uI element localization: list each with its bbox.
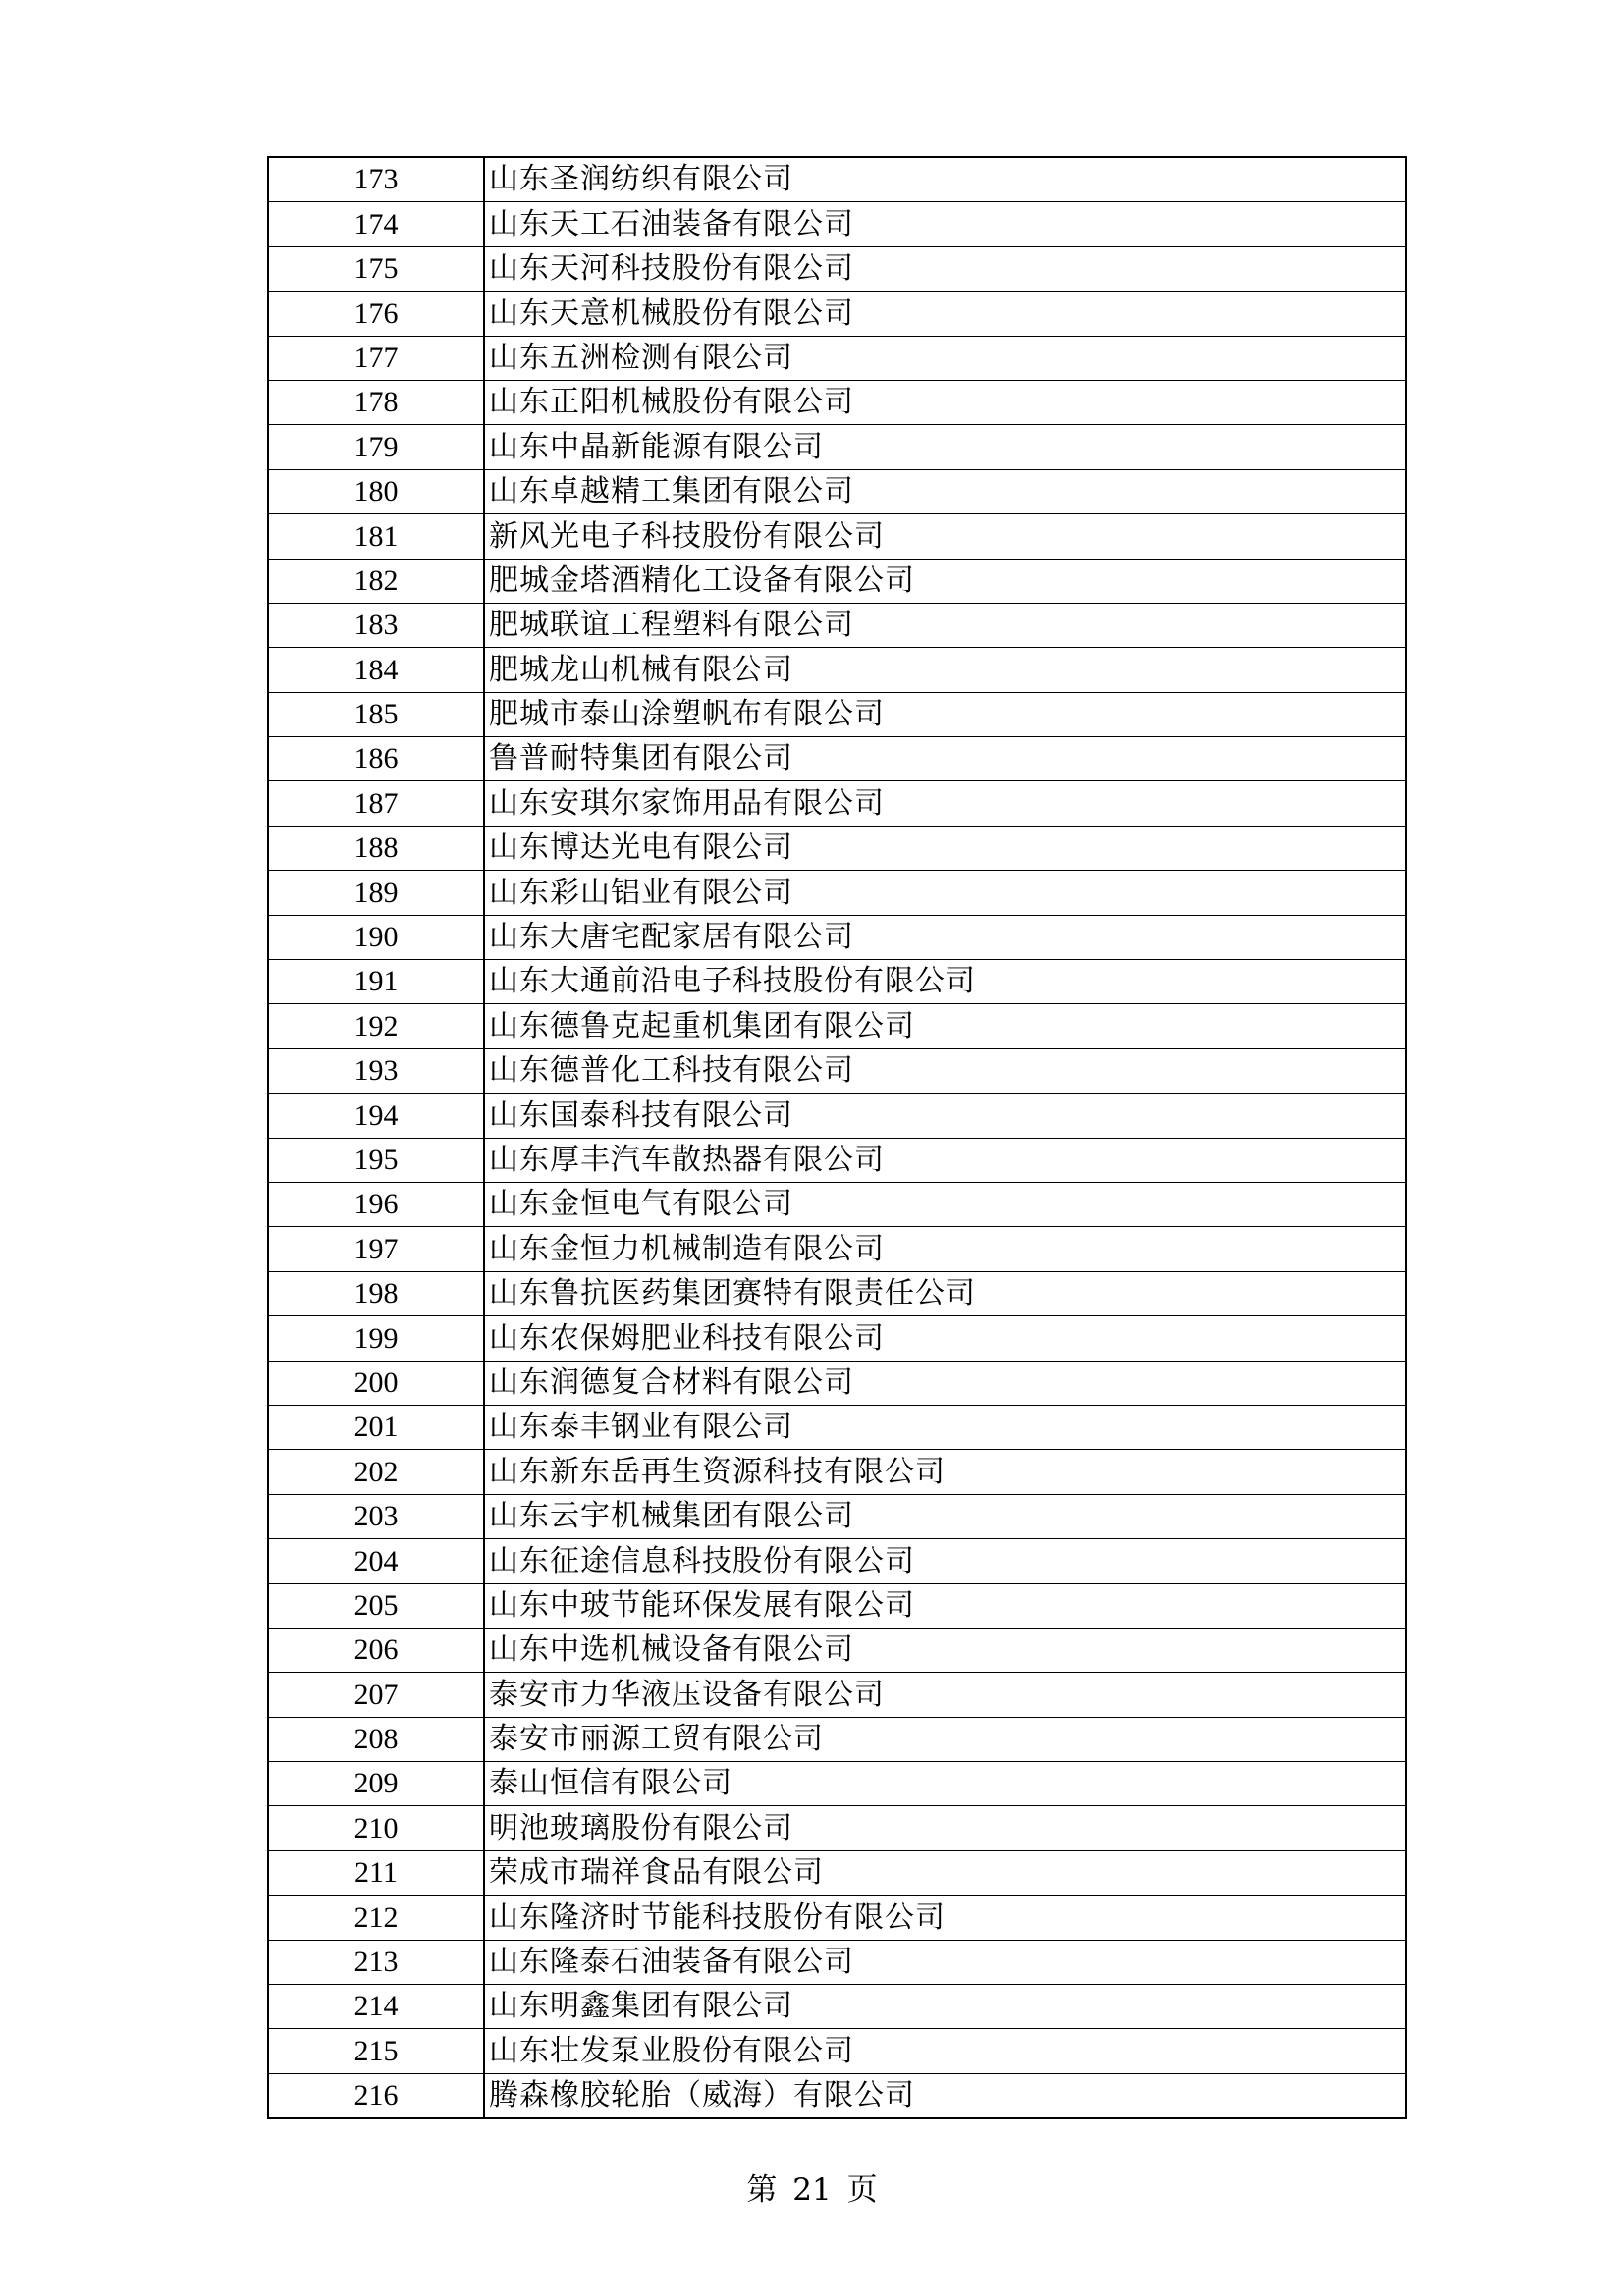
table-row xyxy=(268,292,1406,336)
row-number: 175 xyxy=(268,246,484,291)
table-row xyxy=(268,1850,1406,1895)
table-row xyxy=(268,1539,1406,1583)
company-name: 山东隆济时节能科技股份有限公司 xyxy=(484,1896,1406,1940)
company-name: 肥城金塔酒精化工设备有限公司 xyxy=(484,559,1406,603)
table-row xyxy=(268,425,1406,469)
row-number: 208 xyxy=(268,1717,484,1761)
row-number: 196 xyxy=(268,1182,484,1226)
row-number: 202 xyxy=(268,1450,484,1494)
table-row xyxy=(268,871,1406,915)
table-row xyxy=(268,781,1406,826)
company-list-table xyxy=(267,156,1407,2119)
company-name: 泰安市丽源工贸有限公司 xyxy=(484,1717,1406,1761)
row-number: 209 xyxy=(268,1762,484,1806)
company-name: 山东圣润纺织有限公司 xyxy=(484,157,1406,202)
row-number: 216 xyxy=(268,2073,484,2118)
row-number: 186 xyxy=(268,737,484,781)
row-number: 189 xyxy=(268,871,484,915)
company-name: 荣成市瑞祥食品有限公司 xyxy=(484,1850,1406,1895)
row-number: 197 xyxy=(268,1227,484,1271)
table-row xyxy=(268,1673,1406,1717)
company-name: 山东天意机械股份有限公司 xyxy=(484,292,1406,336)
table-row xyxy=(268,1138,1406,1182)
row-number: 212 xyxy=(268,1896,484,1940)
row-number: 201 xyxy=(268,1405,484,1449)
company-name: 山东德鲁克起重机集团有限公司 xyxy=(484,1004,1406,1048)
company-name: 腾森橡胶轮胎（威海）有限公司 xyxy=(484,2073,1406,2118)
table-row xyxy=(268,1094,1406,1138)
row-number: 193 xyxy=(268,1048,484,1093)
row-number: 195 xyxy=(268,1138,484,1182)
table-row xyxy=(268,469,1406,513)
company-name: 山东彩山铝业有限公司 xyxy=(484,871,1406,915)
table-row xyxy=(268,737,1406,781)
company-name: 山东隆泰石油装备有限公司 xyxy=(484,1940,1406,1984)
row-number: 190 xyxy=(268,915,484,959)
row-number: 204 xyxy=(268,1539,484,1583)
table-row xyxy=(268,1182,1406,1226)
table-row xyxy=(268,603,1406,647)
table-row xyxy=(268,246,1406,291)
company-name: 山东壮发泵业股份有限公司 xyxy=(484,2029,1406,2073)
table-row xyxy=(268,514,1406,559)
row-number: 178 xyxy=(268,380,484,424)
table-row xyxy=(268,380,1406,424)
company-name: 山东泰丰钢业有限公司 xyxy=(484,1405,1406,1449)
table-row xyxy=(268,559,1406,603)
row-number: 185 xyxy=(268,692,484,736)
company-name: 肥城联谊工程塑料有限公司 xyxy=(484,603,1406,647)
table-row xyxy=(268,1361,1406,1405)
table-row xyxy=(268,1896,1406,1940)
row-number: 177 xyxy=(268,336,484,380)
company-name: 山东卓越精工集团有限公司 xyxy=(484,469,1406,513)
company-list-body xyxy=(268,157,1406,2118)
row-number: 188 xyxy=(268,826,484,870)
table-row xyxy=(268,1940,1406,1984)
table-row xyxy=(268,2029,1406,2073)
table-row xyxy=(268,692,1406,736)
company-name: 山东国泰科技有限公司 xyxy=(484,1094,1406,1138)
company-name: 泰安市力华液压设备有限公司 xyxy=(484,1673,1406,1717)
row-number: 205 xyxy=(268,1583,484,1628)
table-row xyxy=(268,1405,1406,1449)
row-number: 191 xyxy=(268,960,484,1004)
company-name: 山东农保姆肥业科技有限公司 xyxy=(484,1316,1406,1361)
company-name: 鲁普耐特集团有限公司 xyxy=(484,737,1406,781)
company-name: 山东大唐宅配家居有限公司 xyxy=(484,915,1406,959)
table-row xyxy=(268,1628,1406,1672)
company-name: 山东德普化工科技有限公司 xyxy=(484,1048,1406,1093)
row-number: 203 xyxy=(268,1494,484,1538)
row-number: 179 xyxy=(268,425,484,469)
company-name: 山东厚丰汽车散热器有限公司 xyxy=(484,1138,1406,1182)
row-number: 200 xyxy=(268,1361,484,1405)
row-number: 194 xyxy=(268,1094,484,1138)
row-number: 214 xyxy=(268,1985,484,2029)
table-row xyxy=(268,915,1406,959)
table-row xyxy=(268,1048,1406,1093)
table-row xyxy=(268,1806,1406,1850)
company-name: 山东新东岳再生资源科技有限公司 xyxy=(484,1450,1406,1494)
row-number: 181 xyxy=(268,514,484,559)
table-row xyxy=(268,960,1406,1004)
table-row xyxy=(268,826,1406,870)
company-name: 山东明鑫集团有限公司 xyxy=(484,1985,1406,2029)
table-row xyxy=(268,1985,1406,2029)
company-name: 山东云宇机械集团有限公司 xyxy=(484,1494,1406,1538)
table-row xyxy=(268,1450,1406,1494)
row-number: 210 xyxy=(268,1806,484,1850)
table-row xyxy=(268,1717,1406,1761)
company-name: 山东金恒力机械制造有限公司 xyxy=(484,1227,1406,1271)
company-name: 山东中选机械设备有限公司 xyxy=(484,1628,1406,1672)
row-number: 182 xyxy=(268,559,484,603)
company-name: 山东天工石油装备有限公司 xyxy=(484,202,1406,246)
company-name: 山东润德复合材料有限公司 xyxy=(484,1361,1406,1405)
row-number: 211 xyxy=(268,1850,484,1895)
table-row xyxy=(268,1271,1406,1315)
row-number: 206 xyxy=(268,1628,484,1672)
row-number: 173 xyxy=(268,157,484,202)
table-row xyxy=(268,1227,1406,1271)
row-number: 184 xyxy=(268,648,484,692)
table-row xyxy=(268,1316,1406,1361)
row-number: 187 xyxy=(268,781,484,826)
table-row xyxy=(268,1494,1406,1538)
company-name: 山东博达光电有限公司 xyxy=(484,826,1406,870)
table-row xyxy=(268,1004,1406,1048)
table-row xyxy=(268,336,1406,380)
company-name: 山东鲁抗医药集团赛特有限责任公司 xyxy=(484,1271,1406,1315)
company-name: 肥城龙山机械有限公司 xyxy=(484,648,1406,692)
company-name: 新风光电子科技股份有限公司 xyxy=(484,514,1406,559)
company-name: 山东安琪尔家饰用品有限公司 xyxy=(484,781,1406,826)
row-number: 183 xyxy=(268,603,484,647)
table-row xyxy=(268,1762,1406,1806)
table-row xyxy=(268,1583,1406,1628)
row-number: 199 xyxy=(268,1316,484,1361)
table-row xyxy=(268,2073,1406,2118)
table-row xyxy=(268,202,1406,246)
company-name: 肥城市泰山涂塑帆布有限公司 xyxy=(484,692,1406,736)
company-name: 山东征途信息科技股份有限公司 xyxy=(484,1539,1406,1583)
row-number: 215 xyxy=(268,2029,484,2073)
row-number: 176 xyxy=(268,292,484,336)
table-row xyxy=(268,648,1406,692)
company-name: 山东中玻节能环保发展有限公司 xyxy=(484,1583,1406,1628)
company-name: 山东中晶新能源有限公司 xyxy=(484,425,1406,469)
row-number: 192 xyxy=(268,1004,484,1048)
company-name: 山东正阳机械股份有限公司 xyxy=(484,380,1406,424)
company-name: 泰山恒信有限公司 xyxy=(484,1762,1406,1806)
row-number: 180 xyxy=(268,469,484,513)
company-name: 明池玻璃股份有限公司 xyxy=(484,1806,1406,1850)
company-name: 山东五洲检测有限公司 xyxy=(484,336,1406,380)
row-number: 213 xyxy=(268,1940,484,1984)
row-number: 174 xyxy=(268,202,484,246)
table-row xyxy=(268,157,1406,202)
row-number: 207 xyxy=(268,1673,484,1717)
company-name: 山东大通前沿电子科技股份有限公司 xyxy=(484,960,1406,1004)
page-number: 第 21 页 xyxy=(746,2172,878,2208)
company-name: 山东金恒电气有限公司 xyxy=(484,1182,1406,1226)
company-name: 山东天河科技股份有限公司 xyxy=(484,246,1406,291)
row-number: 198 xyxy=(268,1271,484,1315)
